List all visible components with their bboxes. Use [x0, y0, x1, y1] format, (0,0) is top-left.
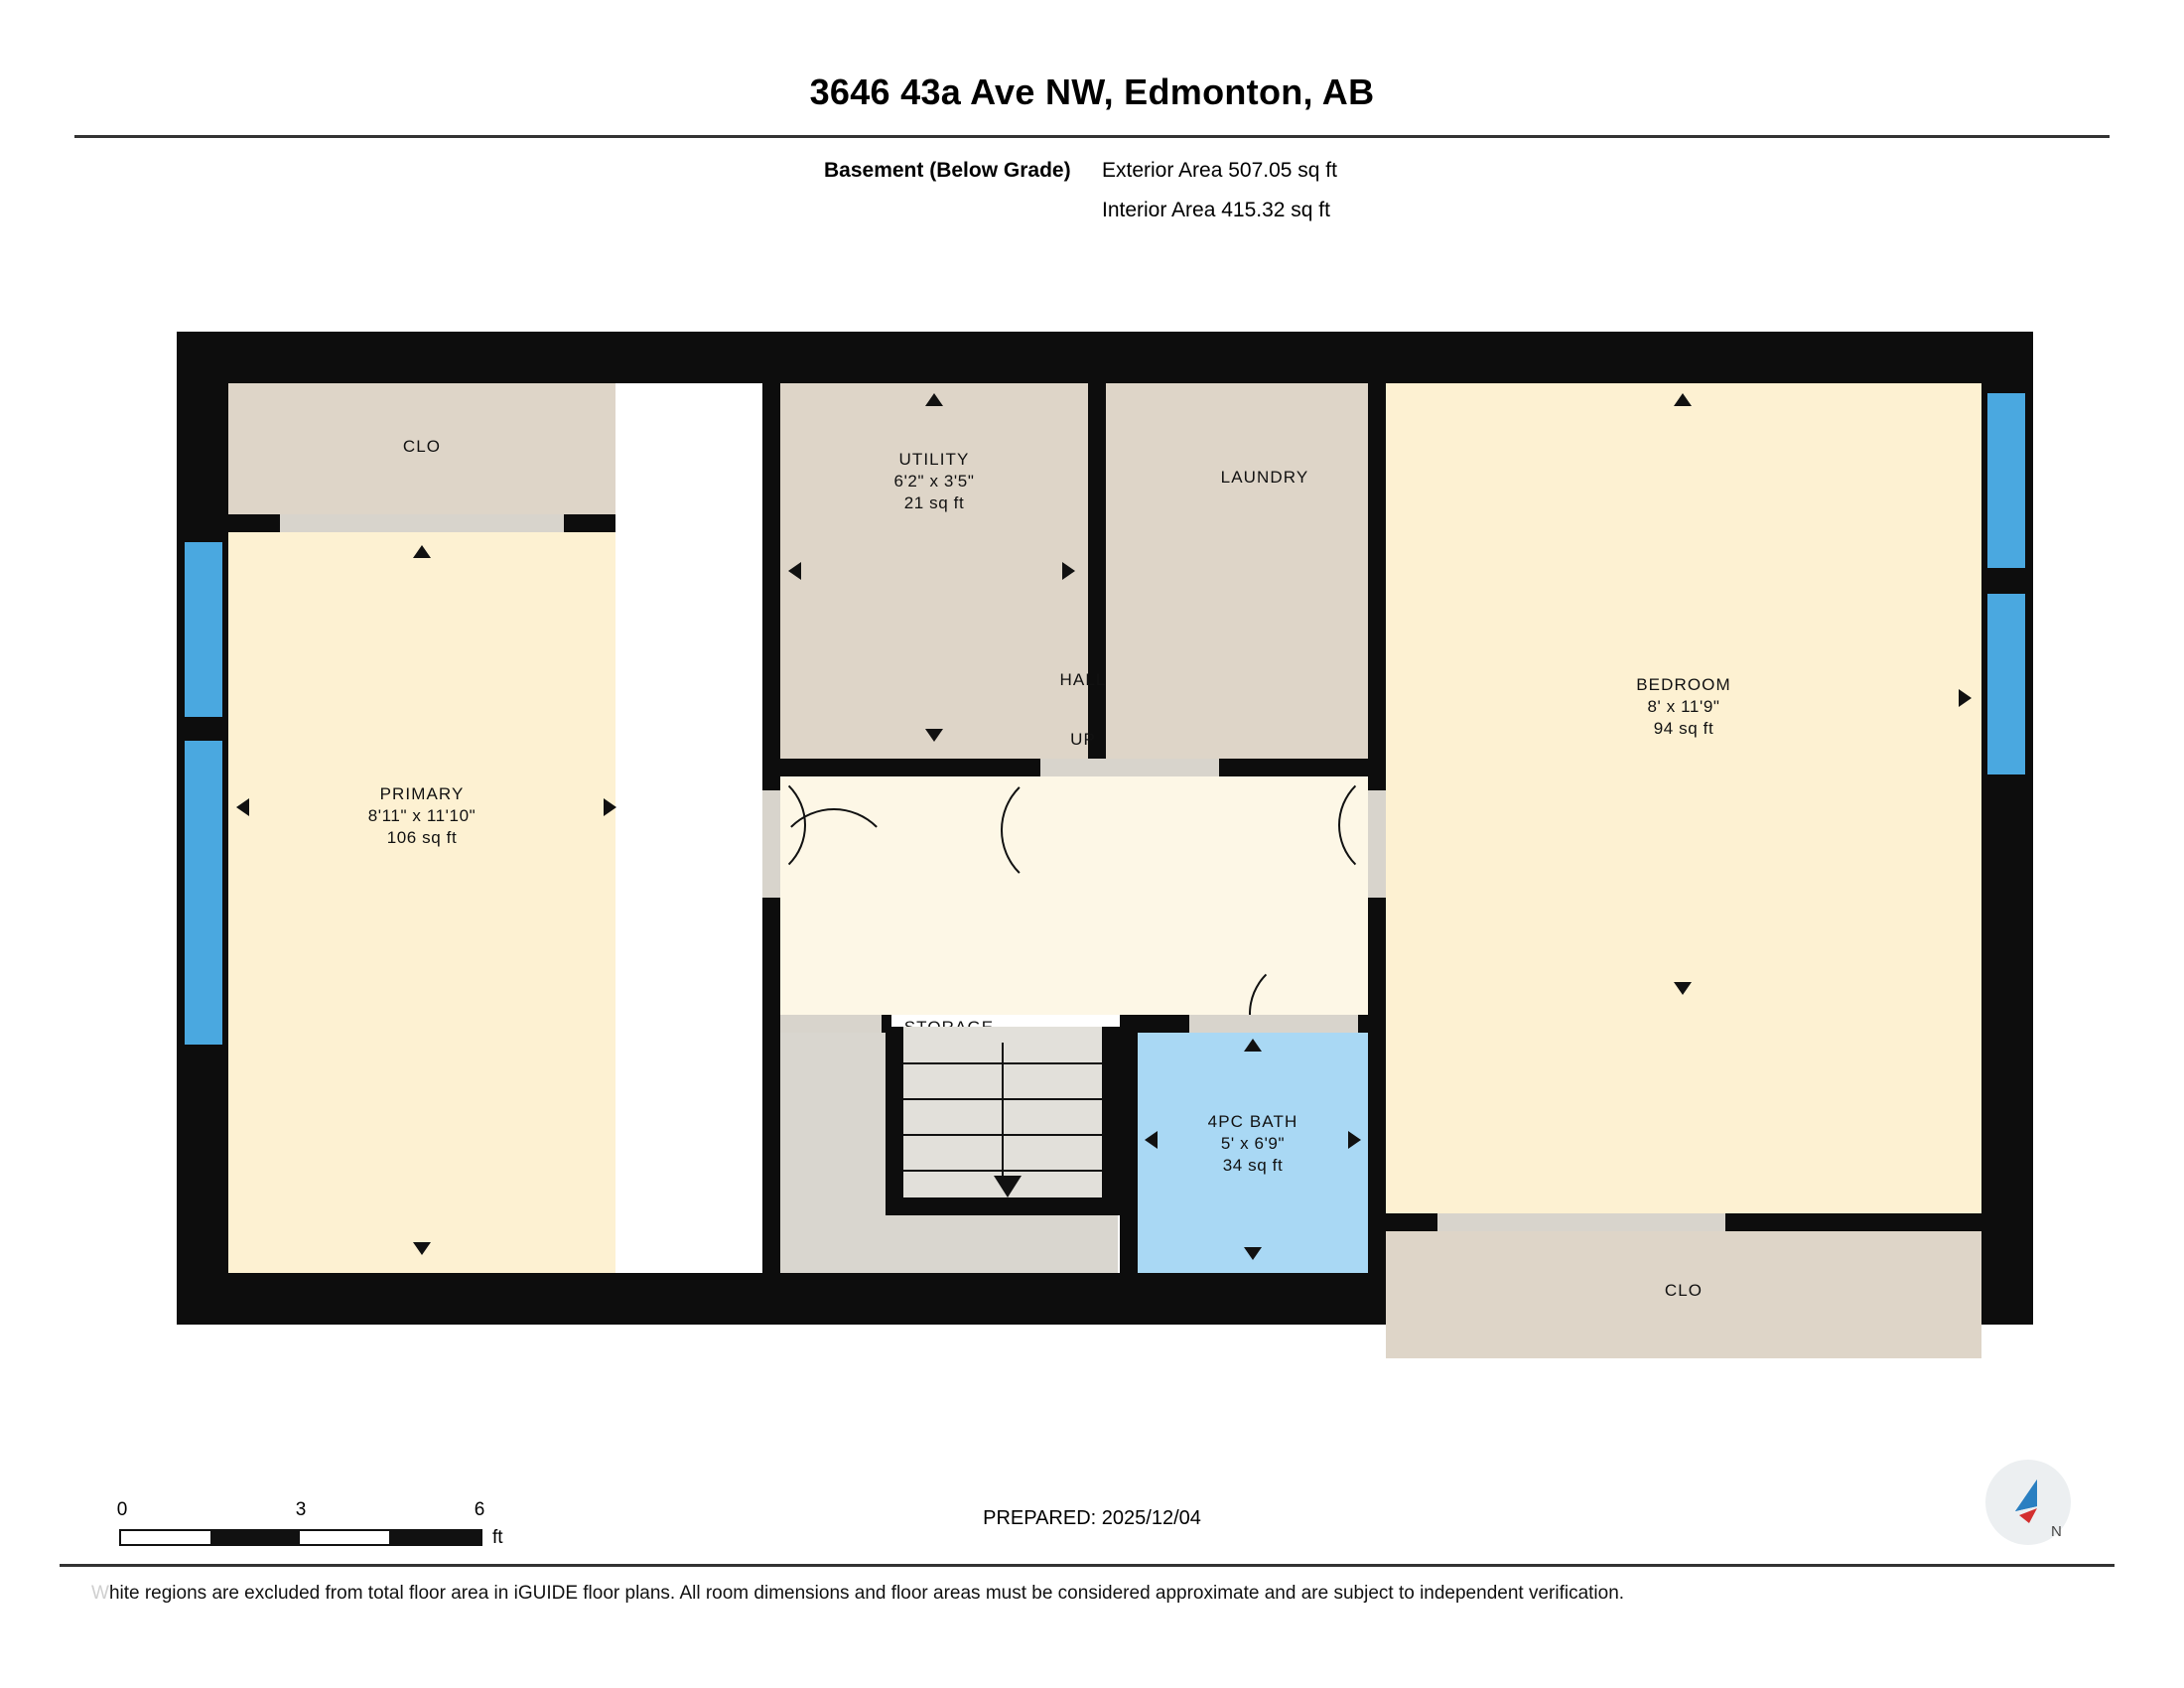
area-summary	[824, 151, 1817, 230]
dimension-arrow-down	[413, 1242, 431, 1255]
dimension-arrow-up	[413, 545, 431, 558]
room-bedroom-dims: 8' x 11'9"	[1647, 697, 1720, 716]
room-hall-label	[780, 669, 1386, 691]
wall-jog-left-2	[177, 1045, 228, 1068]
door-swing-bedroom	[1338, 769, 1451, 882]
room-primary-area: 106 sq ft	[386, 828, 458, 847]
wall-bath-left	[1120, 1015, 1138, 1273]
room-bedroom	[1386, 383, 1981, 1213]
door-closet-bottom	[1437, 1213, 1725, 1231]
dimension-arrow-right	[1348, 1131, 1361, 1149]
wall-storage-left	[762, 1015, 780, 1273]
wall-laundry-left	[1088, 383, 1106, 759]
header-divider	[74, 135, 2110, 138]
exterior-area: Exterior Area 507.05 sq ft	[1102, 159, 1337, 182]
disclaimer-text	[91, 1583, 2097, 1605]
scale-track	[119, 1529, 482, 1546]
stair-direction-arrow	[994, 1176, 1022, 1197]
wall-laundry-right	[1368, 383, 1386, 759]
dimension-arrow-right	[1959, 689, 1972, 707]
room-closet-bottom-name: CLO	[1664, 1281, 1704, 1300]
room-laundry-name: LAUNDRY	[1220, 468, 1309, 487]
room-bath-area: 34 sq ft	[1222, 1156, 1284, 1175]
room-bath-name: 4PC BATH	[1207, 1112, 1298, 1131]
room-bedroom-label	[1386, 674, 1981, 740]
dimension-arrow-down	[1674, 982, 1692, 995]
room-bedroom-area: 94 sq ft	[1653, 719, 1714, 738]
room-primary-dims: 8'11" x 11'10"	[367, 806, 477, 825]
page-title: 3646 43a Ave NW, Edmonton, AB	[809, 71, 1375, 112]
room-utility	[780, 383, 1088, 759]
window-right-lower	[1987, 594, 2025, 774]
door-closet-top	[280, 514, 564, 532]
room-primary	[228, 532, 615, 1273]
stair-direction-shaft	[1002, 1043, 1004, 1178]
window-right-upper	[1987, 393, 2025, 568]
prepared-date: PREPARED: 2025/12/04	[983, 1507, 1201, 1529]
dimension-arrow-down	[1244, 1247, 1262, 1260]
room-primary-label	[228, 783, 615, 849]
dimension-arrow-left	[1145, 1131, 1158, 1149]
room-hall-name: HALL	[1059, 670, 1107, 689]
window-left-lower	[185, 741, 222, 1049]
wall-jog-left	[177, 717, 228, 741]
dimension-arrow-up	[1674, 393, 1692, 406]
room-bedroom-name: BEDROOM	[1636, 675, 1731, 694]
window-left-upper	[185, 542, 222, 717]
room-closet-bottom-label	[1386, 1280, 1981, 1302]
scale-tick-1: 3	[295, 1499, 307, 1520]
wall-jog-right-2	[1981, 774, 2033, 800]
compass-north-label: N	[2051, 1523, 2062, 1540]
room-closet-top-label	[228, 436, 615, 458]
dimension-arrow-left	[236, 798, 249, 816]
room-utility-dims: 6'2" x 3'5"	[893, 472, 975, 491]
level-label: Basement (Below Grade)	[824, 159, 1071, 182]
interior-area: Interior Area 415.32 sq ft	[1102, 199, 1330, 221]
scale-tick-2: 6	[474, 1499, 485, 1520]
wall-jog-right	[1981, 568, 2033, 594]
footer-divider	[60, 1564, 2115, 1567]
disclaimer-lead: W	[91, 1583, 109, 1604]
door-bath	[1189, 1015, 1358, 1033]
dimension-arrow-left	[788, 562, 801, 580]
wall-bath-right	[1368, 1015, 1386, 1273]
dimension-arrow-up	[925, 393, 943, 406]
room-bath-dims: 5' x 6'9"	[1220, 1134, 1286, 1153]
scale-unit: ft	[492, 1527, 503, 1548]
room-utility-label	[780, 449, 1088, 514]
room-primary-name: PRIMARY	[379, 784, 465, 803]
room-bath-label	[1138, 1111, 1368, 1177]
dimension-arrow-up	[1244, 1039, 1262, 1052]
compass-rose	[1985, 1460, 2075, 1549]
door-swing-laundry	[1001, 769, 1124, 892]
dimension-arrow-right	[1062, 562, 1075, 580]
scale-segment	[210, 1531, 300, 1544]
room-utility-area: 21 sq ft	[903, 493, 965, 512]
room-utility-name: UTILITY	[898, 450, 970, 469]
floorplan-drawing	[177, 332, 2033, 1325]
scale-segment	[389, 1531, 480, 1544]
disclaimer-body: hite regions are excluded from total floor area in iGUIDE floor plans. All room dimensions and floor areas must be considered approximate and are subject to independent verification.	[108, 1583, 1625, 1604]
wall-utility-left	[762, 383, 780, 759]
room-closet-top-name: CLO	[402, 437, 442, 456]
dimension-arrow-right	[604, 798, 616, 816]
room-up-label	[780, 729, 1386, 751]
scale-tick-0: 0	[116, 1499, 128, 1520]
up-stairs-label: UP	[1070, 730, 1096, 749]
door-swing-hall	[772, 808, 895, 931]
